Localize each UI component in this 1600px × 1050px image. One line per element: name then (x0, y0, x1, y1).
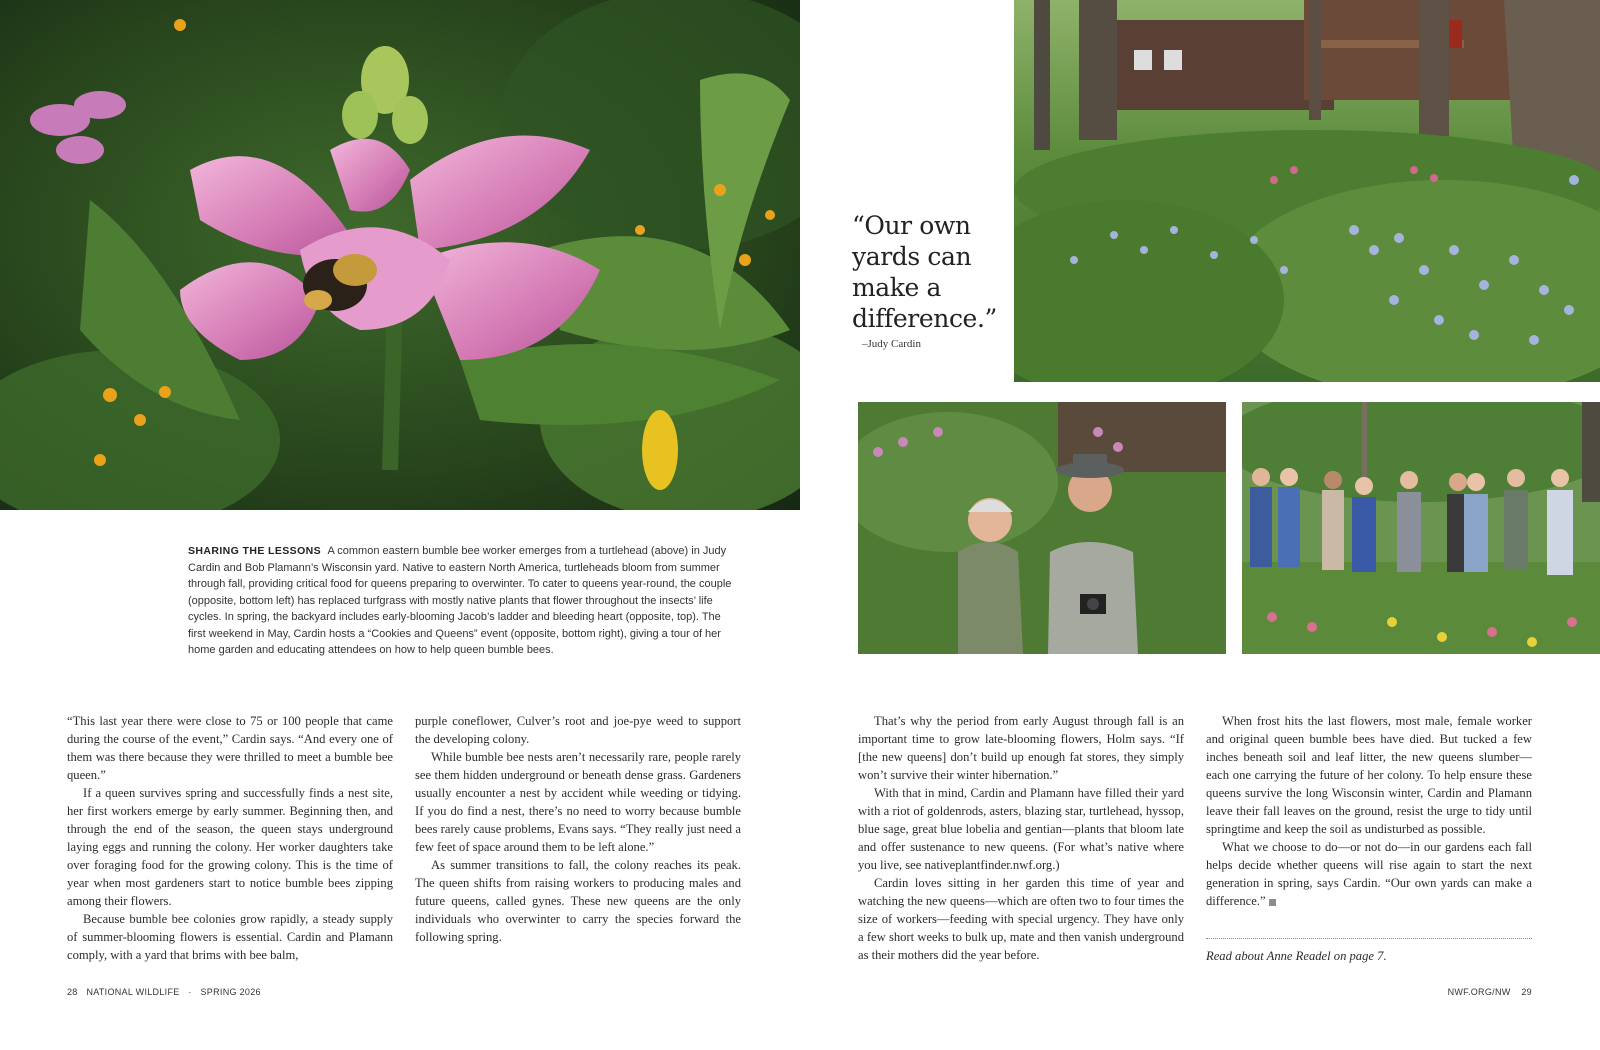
paragraph: That’s why the period from early August through fall is an important time to grow late-blooming flowers, Holm says. “If [the new queens] don’t build up enough fat stores, they simply won’t survive their winter hibernation.” (858, 714, 1184, 782)
dotted-divider (1206, 938, 1532, 939)
paragraph: “This last year there were close to 75 or 100 people that came during the course of the event,” Cardin says. “And every one of them was there because they were thrilled to meet a bumble bee queen.” (67, 714, 393, 782)
right-page-number: 29 (1521, 987, 1532, 997)
couple-in-garden-photo (858, 402, 1226, 654)
photo-caption (188, 543, 738, 659)
pull-quote: “Our own yards can make a difference.” (852, 211, 997, 333)
cookies-and-queens-group-photo (1242, 402, 1600, 654)
backyard-garden-photo (1014, 0, 1600, 382)
pull-quote-attribution: –Judy Cardin (862, 338, 921, 350)
turtlehead-bumble-bee-photo (0, 0, 800, 510)
paragraph: If a queen survives spring and successfully finds a nest site, her first workers emerge by early summer. Beginning then, and through the end of the season, the queen stays underground laying eggs and running the colony. Her worker daughters take over foraging food for the growing colony. This is the time of year when most gardeners start to notice bumble bees zipping among their flowers. (67, 786, 393, 908)
folio-separator: · (188, 987, 192, 997)
caption-text: A common eastern bumble bee worker emerges from a turtlehead (above) in Judy Cardin and Bob Plamann’s Wisconsin yard. Native to eastern North America, turtleheads bloom from summer through fall, providing critical food for queens preparing to overwinter. To cater to queens year-round, the couple (opposite, bottom left) has replaced turfgrass with mostly native plants that flower throughout the insects’ life cycles. In spring, the backyard includes early-blooming Jacob’s ladder and bleeding heart (opposite, top). The first weekend in May, Cardin hosts a “Cookies and Queens” event (opposite, bottom right), giving a tour of her home garden and educating attendees on how to help queen bumble bees. (188, 545, 732, 656)
paragraph: While bumble bee nests aren’t necessarily rare, people rarely see them hidden underground or beneath dense grass. Gardeners usually encounter a nest by accident while weeding or tidying. If you do find a nest, there’s no need to worry because bumble bees rarely cause problems, Evans says. “They really just need a few feet of space around them to be left alone.” (415, 750, 741, 854)
paragraph: When frost hits the last flowers, most male, female worker and original queen bumble bees have died. But tucked a few inches beneath soil and leaf litter, the new queens slumber—each one carrying the future of her colony. To help ensure these queens survive the long Wisconsin winter, Cardin and Plamann leave their fall leaves on the ground, resist the urge to tidy until springtime and keep the soil as undisturbed as possible. (1206, 714, 1532, 836)
left-page-folio (67, 987, 261, 997)
left-page-number: 28 (67, 987, 78, 997)
paragraph (1206, 838, 1532, 910)
website-url: NWF.ORG/NW (1447, 987, 1511, 997)
article-column-3 (858, 712, 1184, 964)
caption-heading: SHARING THE LESSONS (188, 545, 322, 557)
paragraph: With that in mind, Cardin and Plamann have filled their yard with a riot of goldenrods, asters, blazing star, turtlehead, hyssop, blue sage, great blue lobelia and gentian—plants that bloom late and offer sustenance to new queens. (For what’s native where you live, see nativeplantfinder.nwf.org.) (858, 786, 1184, 872)
right-page-folio (1448, 987, 1532, 997)
article-column-2 (415, 712, 741, 946)
paragraph: As summer transitions to fall, the colony reaches its peak. The queen shifts from raising workers to producing males and future queens, called gynes. These new queens are the only individuals who overwinter to carry the species forward the following spring. (415, 858, 741, 944)
issue-date: SPRING 2026 (200, 987, 261, 997)
article-column-1 (67, 712, 393, 964)
paragraph: Cardin loves sitting in her garden this time of year and watching the new queens—which are often two to four times the size of workers—feeding with special urgency. They have only a few short weeks to bulk up, mate and then vanish underground as their mothers did the year before. (858, 876, 1184, 962)
closing-paragraph-text: What we choose to do—or not do—in our gardens each fall helps decide whether queens will rise again to start the next generation in spring, says Cardin. “Our own yards can make a difference.” (1206, 840, 1532, 908)
paragraph: Because bumble bee colonies grow rapidly, a steady supply of summer-blooming flowers is essential. Cardin and Plamann comply, with a yard that brims with bee balm, (67, 912, 393, 962)
paragraph: purple coneflower, Culver’s root and joe-pye weed to support the developing colony. (415, 714, 741, 746)
end-mark-icon (1269, 899, 1276, 906)
author-credit: Read about Anne Readel on page 7. (1206, 949, 1387, 963)
article-column-4 (1206, 712, 1532, 910)
magazine-name: NATIONAL WILDLIFE (86, 987, 180, 997)
